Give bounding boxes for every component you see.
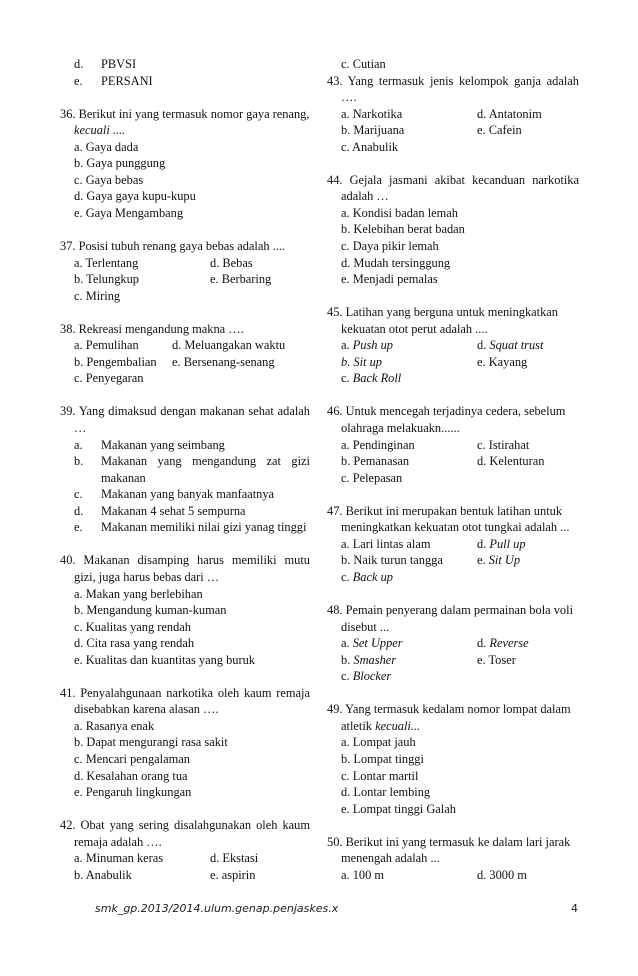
q36-stem-cont: kecuali ....: [74, 123, 126, 138]
q50-stem: 50. Berikut ini yang termasuk ke dalam lari jarak: [327, 834, 571, 849]
q41-option: d. Kesalahan orang tua: [74, 768, 188, 783]
q40-option: e. Kualitas dan kuantitas yang buruk: [74, 652, 255, 667]
q40-option: c. Kualitas yang rendah: [74, 619, 191, 634]
page-footer: smk_gp.2013/2014.ulum.genap.penjaskes.x: [95, 902, 339, 915]
q47-options-row: b. Naik turun tangga e. Sit Up: [341, 553, 521, 568]
q44-option: b. Kelebihan berat badan: [341, 222, 465, 237]
q41-stem-cont: disebabkan karena alasan ….: [74, 702, 219, 717]
q38-stem: 38. Rekreasi mengandung makna ….: [60, 321, 244, 336]
q42-stem: 42. Obat yang sering disalahgunakan oleh kaum: [60, 818, 310, 833]
q44-option: d. Mudah tersinggung: [341, 255, 451, 270]
q40-option: d. Cita rasa yang rendah: [74, 636, 195, 651]
q43-options-row: b. Marijuana e. Cafein: [341, 123, 522, 138]
q49-option: e. Lompat tinggi Galah: [341, 801, 456, 816]
q42-options-row: b. Anabulik e. aspirin: [74, 867, 256, 882]
q49-option: c. Lontar martil: [341, 768, 419, 783]
q36-option: b. Gaya punggung: [74, 156, 166, 171]
q47-stem: 47. Berikut ini merupakan bentuk latihan untuk: [327, 503, 563, 518]
q45-options-row: b. Sit up e. Kayang: [341, 354, 528, 369]
q43-options-row: a. Narkotika d. Antatonim: [341, 106, 542, 121]
q44-stem-cont: adalah …: [341, 189, 389, 204]
q48-stem: 48. Pemain penyerang dalam permainan bola voli: [327, 603, 574, 618]
q43-stem-cont: ….: [341, 90, 357, 105]
q47-options-row: a. Lari lintas alam d. Pull up: [341, 536, 526, 551]
q45-options-row: a. Push up d. Squat trust: [341, 338, 544, 353]
q36-option: c. Gaya bebas: [74, 172, 144, 187]
q37-option: c. Miring: [74, 288, 121, 303]
q41-option: b. Dapat mengurangi rasa sakit: [74, 735, 228, 750]
q39-option: a. Makanan yang seimbang: [74, 437, 225, 452]
q45-stem-cont: kekuatan otot perut adalah ....: [341, 321, 488, 336]
q35-option-d: d. PBVSI: [74, 57, 137, 71]
q41-option: a. Rasanya enak: [74, 718, 155, 733]
q35-option-e: e. PERSANI: [74, 73, 153, 88]
q41-stem: 41. Penyalahgunaan narkotika oleh kaum remaja: [60, 685, 310, 700]
q46-option: c. Pelepasan: [341, 470, 403, 485]
left-column: [60, 56, 310, 883]
q36-option: d. Gaya gaya kupu-kupu: [74, 189, 196, 204]
q38-options-row: b. Pengembalian e. Bersenang-senang: [74, 354, 275, 369]
q39-stem-cont: …: [74, 421, 87, 436]
page-number: 4: [571, 902, 578, 915]
q46-options-row: a. Pendinginan c. Istirahat: [341, 437, 530, 452]
q39-option: c. Makanan yang banyak manfaatnya: [74, 487, 275, 502]
q37-stem: 37. Posisi tubuh renang gaya bebas adalah ....: [60, 239, 286, 254]
q36-option: a. Gaya dada: [74, 139, 139, 154]
q40-option: a. Makan yang berlebihan: [74, 586, 203, 601]
q46-options-row: b. Pemanasan d. Kelenturan: [341, 454, 545, 469]
q42-options-row: a. Minuman keras d. Ekstasi: [74, 851, 259, 866]
q40-stem: 40. Makanan disamping harus memiliki mutu: [60, 553, 310, 568]
q49-option: d. Lontar lembing: [341, 785, 431, 800]
q46-stem: 46. Untuk mencegah terjadinya cedera, sebelum: [327, 404, 566, 419]
q39-option-cont: makanan: [101, 470, 146, 485]
q41-option: c. Mencari pengalaman: [74, 751, 190, 766]
q36-option: e. Gaya Mengambang: [74, 205, 184, 220]
q39-stem: 39. Yang dimaksud dengan makanan sehat adalah: [60, 404, 310, 419]
q39-option: e. Makanan memiliki nilai gizi yanag tinggi: [74, 520, 307, 535]
q49-stem: 49. Yang termasuk kedalam nomor lompat dalam: [327, 702, 571, 717]
q48-options-row: b. Smasher e. Toser: [341, 652, 516, 667]
q42-stem-cont: remaja adalah ….: [74, 834, 162, 849]
q43-stem: 43. Yang termasuk jenis kelompok ganja adalah: [327, 73, 579, 88]
q40-option: b. Mengandung kuman-kuman: [74, 603, 227, 618]
q46-stem-cont: olahraga melakuakn......: [341, 421, 460, 436]
q41-option: e. Pengaruh lingkungan: [74, 785, 192, 800]
q38-options-row: a. Pemulihan d. Meluangakan waktu: [74, 338, 286, 353]
q48-options-row: a. Set Upper d. Reverse: [341, 636, 529, 651]
q44-option: e. Menjadi pemalas: [341, 272, 438, 287]
q48-option: c. Blocker: [341, 669, 392, 684]
q49-stem-cont: atletik kecuali...: [341, 718, 421, 733]
q37-options-row: b. Telungkup e. Berbaring: [74, 272, 272, 287]
q44-stem: 44. Gejala jasmani akibat kecanduan narkotika: [327, 172, 579, 187]
q45-option: c. Back Roll: [341, 371, 402, 386]
q50-options-row: a. 100 m d. 3000 m: [341, 867, 527, 882]
q44-option: a. Kondisi badan lemah: [341, 205, 458, 220]
q48-stem-cont: disebut ...: [341, 619, 390, 634]
q42-option: c. Cutian: [341, 57, 386, 71]
q47-option: c. Back up: [341, 569, 393, 584]
right-column: [327, 56, 579, 883]
q47-stem-cont: meningkatkan kekuatan otot tungkai adalah ...: [341, 520, 570, 535]
q49-option: b. Lompat tinggi: [341, 751, 424, 766]
q45-stem: 45. Latihan yang berguna untuk meningkatkan: [327, 305, 559, 320]
q43-option: c. Anabulik: [341, 139, 399, 154]
q37-options-row: a. Terlentang d. Bebas: [74, 255, 253, 270]
q39-option: b. Makanan yang mengandung zat gizi: [74, 454, 310, 469]
q49-option: a. Lompat jauh: [341, 735, 416, 750]
q36-stem: 36. Berikut ini yang termasuk nomor gaya renang,: [60, 106, 310, 121]
q50-stem-cont: menengah adalah ...: [341, 851, 440, 866]
q38-option: c. Penyegaran: [74, 371, 144, 386]
q44-option: c. Daya pikir lemah: [341, 239, 439, 254]
q39-option: d. Makanan 4 sehat 5 sempurna: [74, 503, 246, 518]
q40-stem-cont: gizi, juga harus bebas dari …: [74, 569, 220, 584]
